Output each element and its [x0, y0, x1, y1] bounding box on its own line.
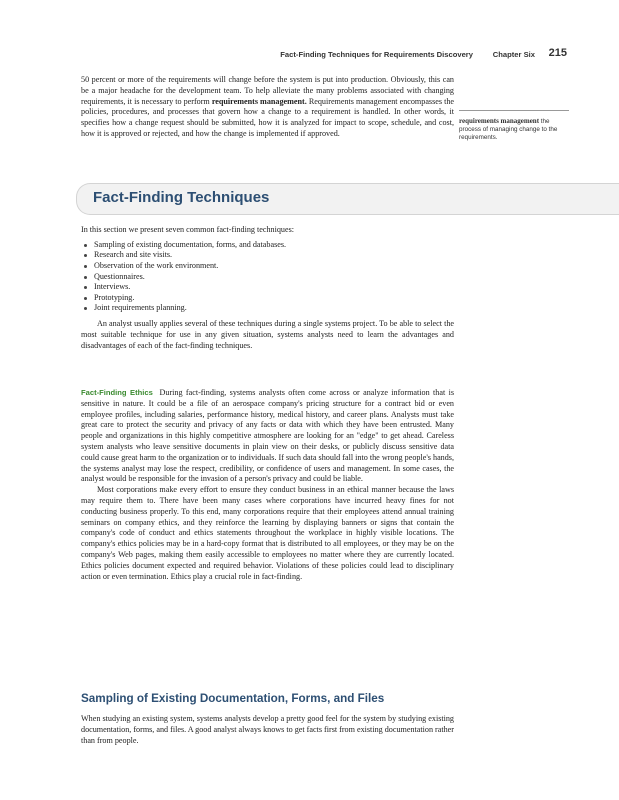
bullet-icon: [84, 254, 87, 257]
section-title: Fact-Finding Techniques: [93, 189, 270, 206]
ethics-paragraph-1: Fact-Finding Ethics During fact-finding, systems analysts often come across or analyze information that is sensitive in nature. It could be a file of an aerospace company's pricing structure for a contract bid or even employee profiles, including salaries, performance history, medical history, and career plans. Analysts must take great care to protect the security and privacy of any facts or data with which they have been entrusted. Many people and organizations in this highly competitive atmosphere are looking for an "edge" to get ahead. Careless system analysts who leave sensitive documents in plain view on their desks, or publicly discuss sensitive data could cause great harm to the organization or to individuals. If such data should fall into the wrong people's hands, the systems analyst may lose the respect, credibility, or confidence of users and management. In some cases, the analyst would be responsible for the invasion of a person's privacy and could be liable.: [81, 388, 454, 484]
bullet-icon: [84, 276, 87, 279]
requirements-management-paragraph: 50 percent or more of the requirements will change before the system is put into production. Obviously, this can be a major headache for the development team. To help alleviate the many problems associated with changing requirements, it is necessary to perform requirements management. Requirements management encompasses the policies, procedures, and processes that govern how a change to a requirement is handled. In other words, it specifies how a change request should be submitted, how it is analyzed for impact to scope, schedule, and cost, how it is approved or rejected, and how the change is implemented if approved.: [81, 75, 455, 138]
bullet-icon: [84, 297, 87, 300]
sampling-heading: Sampling of Existing Documentation, Forms, and Files: [81, 692, 385, 705]
sampling-paragraph: When studying an existing system, systems analysts develop a pretty good feel for the system by studying existing documentation, forms, and files. A good analyst always knows to get facts first from existing documentation rather than from people.: [81, 714, 454, 745]
list-item: Prototyping.: [81, 293, 454, 304]
bullet-icon: [84, 244, 87, 247]
key-term: requirements management.: [211, 96, 307, 106]
ethics-runin-heading: Fact-Finding Ethics: [81, 388, 153, 397]
bullet-icon: [84, 307, 87, 310]
margin-term: requirements management: [459, 117, 540, 125]
techniques-followup-paragraph: An analyst usually applies several of these techniques during a single systems project. To be able to select the most suitable technique for use in any given situation, systems analysts need to learn the advantages and disadvantages of each of the fact-finding techniques.: [81, 318, 454, 350]
margin-divider: [459, 110, 569, 111]
bullet-icon: [84, 286, 87, 289]
running-title: Fact-Finding Techniques for Requirements Discovery: [280, 50, 473, 59]
ethics-block: [81, 388, 454, 582]
bullet-icon: [84, 265, 87, 268]
margin-definition: [459, 117, 571, 142]
techniques-block: [81, 225, 454, 351]
list-item: Interviews.: [81, 282, 454, 293]
list-item: Joint requirements planning.: [81, 303, 454, 314]
list-item: Research and site visits.: [81, 250, 454, 261]
page-number: 215: [548, 47, 567, 59]
margin-definition-text: the process of managing change to the requirements.: [459, 118, 558, 141]
sampling-block: [81, 714, 454, 746]
chapter-label: Chapter Six: [492, 50, 535, 59]
list-item: Sampling of existing documentation, forms, and databases.: [81, 240, 454, 251]
techniques-intro: In this section we present seven common fact-finding techniques:: [81, 225, 294, 234]
techniques-list: [81, 240, 454, 314]
intro-paragraph-block: [81, 75, 454, 140]
ethics-paragraph-2: Most corporations make every effort to ensure they conduct business in an ethical manner because the laws may require them to. There have been many cases where corporations have incurred heavy fines for not conducting business properly. To this end, many corporations require that their employees attend annual training seminars on company ethics, and they reinforce the learning by displaying banners or signs that contain the company's code of conduct and ethics statements throughout the workplace in highly visible locations. The company's ethics policies may be in a hard-copy format that is distributed to all employees, or they may be on the company's Web pages, making them easily accessible to employees no matter where they are currently located. Ethics policies document expected and required behavior. Violations of these policies could lead to disciplinary action or even termination. Ethics play a crucial role in fact-finding.: [81, 485, 454, 581]
running-header: [0, 47, 619, 61]
section-banner: [76, 183, 619, 215]
list-item: Questionnaires.: [81, 272, 454, 283]
list-item: Observation of the work environment.: [81, 261, 454, 272]
